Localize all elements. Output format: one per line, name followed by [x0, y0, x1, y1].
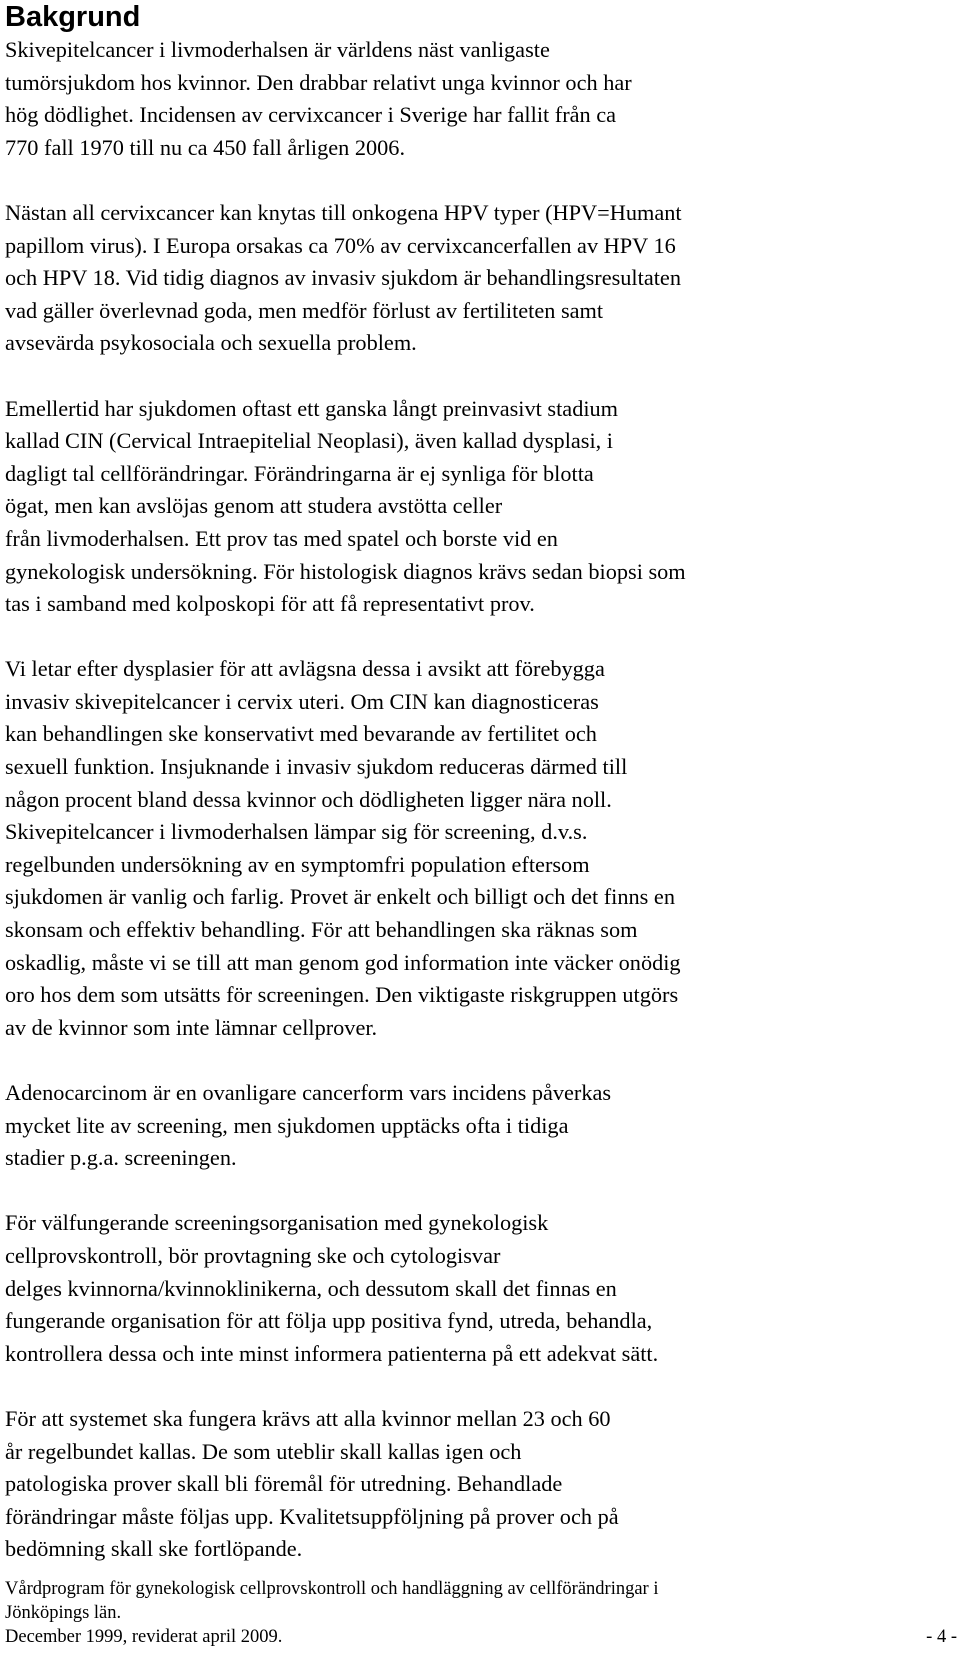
text-line: Vi letar efter dysplasier för att avlägsna dessa i avsikt att förebygga [5, 656, 605, 682]
text-line: Skivepitelcancer i livmoderhalsen lämpar sig för screening, d.v.s. [5, 819, 588, 845]
paragraph-4 [5, 653, 950, 1044]
text-line: invasiv skivepitelcancer i cervix uteri. Om CIN kan diagnosticeras [5, 688, 599, 714]
text-line: delges kvinnorna/kvinnoklinikerna, och dessutom skall det finnas en [5, 1275, 617, 1301]
paragraph-6 [5, 1207, 950, 1370]
paragraph-3 [5, 393, 950, 621]
text-line: avsevärda psykosociala och sexuella problem. [5, 330, 417, 356]
paragraph-5 [5, 1077, 950, 1175]
text-line: sjukdomen är vanlig och farlig. Provet är enkelt och billigt och det finns en [5, 884, 675, 910]
paragraph-7 [5, 1403, 950, 1566]
text-line: För välfungerande screeningsorganisation med gynekologisk [5, 1210, 549, 1236]
text-line: regelbunden undersökning av en symptomfri population eftersom [5, 851, 590, 877]
text-line: ögat, men kan avslöjas genom att studera avstötta celler [5, 493, 503, 519]
text-line: tas i samband med kolposkopi för att få representativt prov. [5, 591, 535, 617]
text-line: 770 fall 1970 till nu ca 450 fall årligen 2006. [5, 134, 406, 160]
section-heading: Bakgrund [5, 1, 141, 33]
footer-revision-date: December 1999, reviderat april 2009. [5, 1627, 283, 1647]
text-line: fungerande organisation för att följa upp positiva fynd, utreda, behandla, [5, 1308, 653, 1334]
text-line: av de kvinnor som inte lämnar cellprover. [5, 1014, 378, 1040]
text-line: Nästan all cervixcancer kan knytas till onkogena HPV typer (HPV=Humant [5, 199, 682, 225]
text-line: förändringar måste följas upp. Kvalitetsuppföljning på prover och på [5, 1503, 619, 1529]
text-line: Adenocarcinom är en ovanligare cancerform vars incidens påverkas [5, 1080, 612, 1105]
footer-region: Jönköpings län. [5, 1603, 122, 1623]
text-line: oro hos dem som utsätts för screeningen. Den viktigaste riskgruppen utgörs [5, 982, 679, 1008]
paragraph-2 [5, 197, 950, 360]
text-line: dagligt tal cellförändringar. Förändringarna är ej synliga för blotta [5, 460, 594, 486]
text-line: från livmoderhalsen. Ett prov tas med spatel och borste vid en [5, 525, 558, 551]
text-line: tumörsjukdom hos kvinnor. Den drabbar relativt unga kvinnor och har [5, 69, 632, 95]
text-line: gynekologisk undersökning. För histologisk diagnos krävs sedan biopsi som [5, 558, 686, 584]
text-line: papillom virus). I Europa orsakas ca 70% av cervixcancerfallen av HPV 16 [5, 232, 676, 258]
text-line: kan behandlingen ske konservativt med bevarande av fertilitet och [5, 721, 597, 747]
text-line: mycket lite av screening, men sjukdomen upptäcks ofta i tidiga [5, 1112, 569, 1138]
text-line: patologiska prover skall bli föremål för utredning. Behandlade [5, 1471, 563, 1497]
footer-date-row [5, 1625, 957, 1649]
text-line: Emellertid har sjukdomen oftast ett ganska långt preinvasivt stadium [5, 395, 619, 421]
document-body [5, 34, 950, 1566]
document-page [5, 0, 950, 1599]
text-line: Skivepitelcancer i livmoderhalsen är världens näst vanligaste [5, 37, 550, 62]
text-line: bedömning skall ske fortlöpande. [5, 1536, 303, 1562]
text-line: vad gäller överlevnad goda, men medför förlust av fertiliteten samt [5, 297, 604, 323]
paragraph-1 [5, 34, 950, 164]
text-line: För att systemet ska fungera krävs att alla kvinnor mellan 23 och 60 [5, 1405, 611, 1431]
text-line: kontrollera dessa och inte minst informera patienterna på ett adekvat sätt. [5, 1340, 659, 1366]
text-line: oskadlig, måste vi se till att man genom god information inte väcker onödig [5, 949, 681, 975]
text-line: skonsam och effektiv behandling. För att behandlingen ska räknas som [5, 917, 638, 943]
text-line: kallad CIN (Cervical Intraepitelial Neoplasi), även kallad dysplasi, i [5, 428, 614, 454]
text-line: någon procent bland dessa kvinnor och dödligheten ligger nära noll. [5, 786, 612, 812]
page-number: - 4 - [926, 1627, 957, 1647]
text-line: hög dödlighet. Incidensen av cervixcancer i Sverige har fallit från ca [5, 102, 617, 128]
text-line: stadier p.g.a. screeningen. [5, 1145, 237, 1171]
text-line: år regelbundet kallas. De som uteblir skall kallas igen och [5, 1438, 522, 1464]
text-line: och HPV 18. Vid tidig diagnos av invasiv sjukdom är behandlingsresultaten [5, 265, 681, 291]
text-line: cellprovskontroll, bör provtagning ske och cytologisvar [5, 1242, 501, 1268]
text-line: sexuell funktion. Insjuknande i invasiv sjukdom reduceras därmed till [5, 754, 628, 780]
page-footer [5, 1577, 957, 1649]
footer-document-title: Vårdprogram för gynekologisk cellprovskontroll och handläggning av cellförändringar i [5, 1579, 659, 1599]
